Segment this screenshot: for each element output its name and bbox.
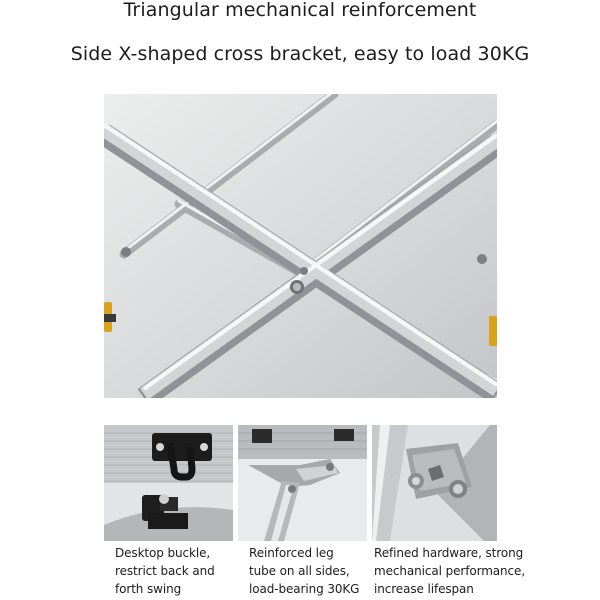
caption-line: tube on all sides, xyxy=(249,564,350,578)
caption-hardware xyxy=(374,544,525,598)
caption-line: Reinforced leg xyxy=(249,546,334,560)
page-subtitle: Side X-shaped cross bracket, easy to load 30KG xyxy=(70,43,530,65)
desktop-buckle-photo xyxy=(104,425,233,541)
hardware-photo xyxy=(372,425,497,541)
leg-tube-photo xyxy=(238,425,367,541)
caption-line: increase lifespan xyxy=(374,582,474,596)
cross-bracket-photo xyxy=(104,94,497,398)
caption-line: load-bearing 30KG xyxy=(249,582,360,596)
caption-line: Desktop buckle, xyxy=(115,546,211,560)
caption-line: forth swing xyxy=(115,582,182,596)
caption-line: mechanical performance, xyxy=(374,564,526,578)
caption-desktop-buckle xyxy=(115,544,215,598)
caption-line: restrict back and xyxy=(115,564,215,578)
page-title: Triangular mechanical reinforcement xyxy=(123,0,477,21)
caption-leg-tube xyxy=(249,544,359,598)
caption-line: Refined hardware, strong xyxy=(374,546,524,560)
